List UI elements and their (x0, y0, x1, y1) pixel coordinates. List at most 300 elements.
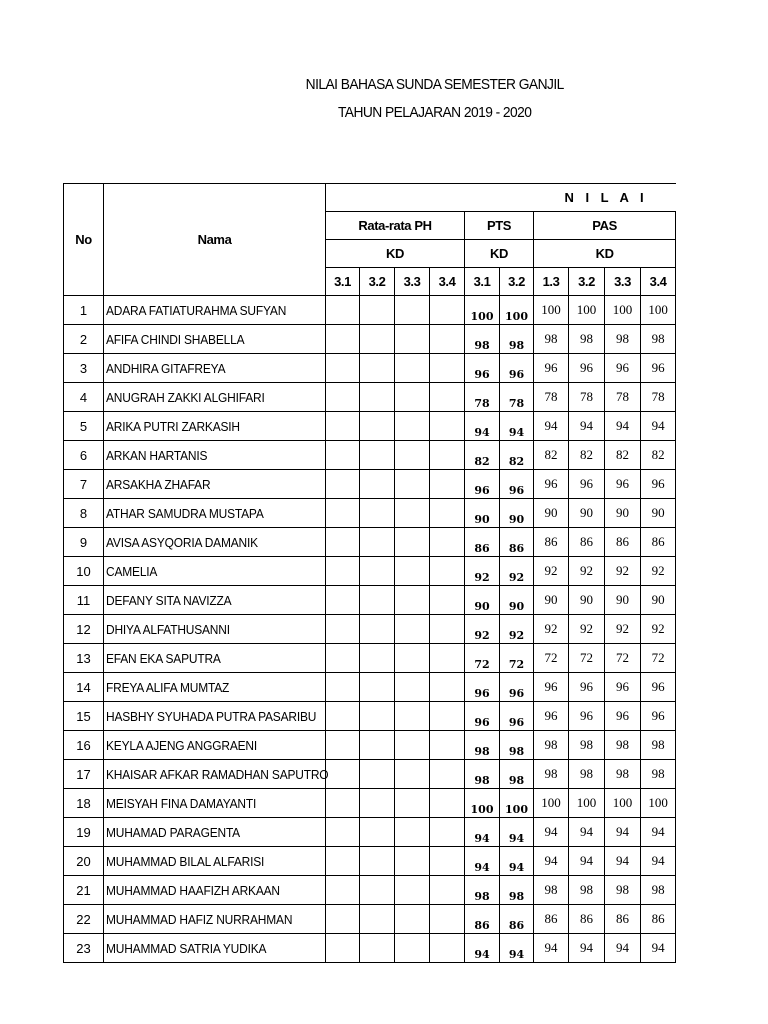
pas-score: 78 (641, 383, 676, 412)
pas-score: 92 (641, 557, 676, 586)
pas-score: 86 (641, 905, 676, 934)
ph-score-cell (395, 586, 430, 615)
pas-score: 72 (534, 644, 569, 673)
ph-score-cell (430, 383, 465, 412)
ph-score-cell (395, 528, 430, 557)
student-name (104, 644, 326, 673)
row-number: 5 (64, 412, 104, 441)
ph-score-cell (326, 905, 360, 934)
ph-score-cell (395, 557, 430, 586)
pas-score: 94 (569, 934, 605, 963)
pas-score: 98 (605, 731, 641, 760)
student-name (104, 789, 326, 818)
table-row (64, 760, 676, 789)
ph-score-cell (395, 760, 430, 789)
pas-score: 92 (605, 557, 641, 586)
pas-score: 86 (534, 528, 569, 557)
ph-score-cell (430, 528, 465, 557)
student-name (104, 905, 326, 934)
ph-score-cell (395, 441, 430, 470)
ph-score-cell (360, 325, 395, 354)
pas-score: 100 (605, 296, 641, 325)
pts-score: 96 (500, 673, 534, 702)
pas-score: 86 (569, 528, 605, 557)
ph-score-cell (326, 499, 360, 528)
table-row (64, 383, 676, 412)
pas-score: 94 (641, 934, 676, 963)
pas-score: 96 (534, 673, 569, 702)
row-number: 8 (64, 499, 104, 528)
pts-score: 98 (500, 760, 534, 789)
pas-score: 98 (569, 876, 605, 905)
row-number: 3 (64, 354, 104, 383)
header-nilai: N I L A I (326, 184, 676, 212)
student-name-text: DHIYA ALFATHUSANNI (106, 621, 230, 637)
ph-score-cell (430, 470, 465, 499)
pts-score: 82 (500, 441, 534, 470)
ph-score-cell (360, 499, 395, 528)
ph-score-cell (360, 354, 395, 383)
pas-score: 86 (641, 528, 676, 557)
row-number: 11 (64, 586, 104, 615)
pts-score: 94 (500, 412, 534, 441)
ph-score-cell (360, 296, 395, 325)
row-number: 18 (64, 789, 104, 818)
pas-score: 82 (605, 441, 641, 470)
ph-score-cell (430, 557, 465, 586)
table-row (64, 296, 676, 325)
table-row (64, 644, 676, 673)
table-row (64, 731, 676, 760)
ph-score-cell (326, 586, 360, 615)
pas-score: 96 (569, 702, 605, 731)
ph-score-cell (395, 615, 430, 644)
pas-score: 98 (641, 760, 676, 789)
table-row (64, 789, 676, 818)
pts-score: 100 (465, 296, 500, 325)
ph-score-cell (326, 412, 360, 441)
table-row (64, 615, 676, 644)
student-name (104, 876, 326, 905)
ph-score-cell (326, 876, 360, 905)
pas-score: 92 (569, 557, 605, 586)
pas-score: 96 (641, 470, 676, 499)
pas-score: 94 (569, 412, 605, 441)
ph-score-cell (395, 470, 430, 499)
header-pas: PAS (534, 212, 676, 240)
table-row (64, 325, 676, 354)
pas-score: 96 (569, 673, 605, 702)
sheet-subtitle: TAHUN PELAJARAN 2019 - 2020 (337, 104, 532, 121)
ph-score-cell (430, 586, 465, 615)
pas-score: 82 (569, 441, 605, 470)
pts-score: 98 (465, 731, 500, 760)
pas-score: 72 (569, 644, 605, 673)
ph-score-cell (395, 296, 430, 325)
pts-score: 90 (465, 499, 500, 528)
row-number: 12 (64, 615, 104, 644)
pts-score: 92 (500, 557, 534, 586)
ph-score-cell (430, 702, 465, 731)
student-name-text: ARIKA PUTRI ZARKASIH (106, 418, 240, 434)
student-name-text: ARSAKHA ZHAFAR (106, 476, 211, 492)
pas-score: 94 (569, 818, 605, 847)
header-pas-kd: KD (534, 240, 676, 268)
grades-table (63, 183, 676, 963)
ph-score-cell (430, 818, 465, 847)
pts-score: 90 (500, 586, 534, 615)
student-name (104, 412, 326, 441)
pts-score: 78 (500, 383, 534, 412)
ph-score-cell (430, 499, 465, 528)
header-ph-kd-code: 3.3 (395, 268, 430, 296)
table-row (64, 557, 676, 586)
table-row (64, 528, 676, 557)
ph-score-cell (430, 354, 465, 383)
ph-score-cell (430, 615, 465, 644)
pas-score: 96 (569, 470, 605, 499)
ph-score-cell (430, 731, 465, 760)
row-number: 7 (64, 470, 104, 499)
student-name (104, 702, 326, 731)
pts-score: 94 (500, 847, 534, 876)
row-number: 19 (64, 818, 104, 847)
pas-score: 86 (605, 528, 641, 557)
table-row (64, 586, 676, 615)
header-pts-kd: KD (465, 240, 534, 268)
ph-score-cell (360, 441, 395, 470)
pas-score: 82 (641, 441, 676, 470)
pts-score: 96 (465, 470, 500, 499)
row-number: 4 (64, 383, 104, 412)
student-name (104, 673, 326, 702)
ph-score-cell (326, 557, 360, 586)
ph-score-cell (360, 557, 395, 586)
ph-score-cell (326, 934, 360, 963)
student-name (104, 499, 326, 528)
pts-score: 90 (465, 586, 500, 615)
student-name (104, 586, 326, 615)
pts-score: 100 (465, 789, 500, 818)
pas-score: 100 (534, 296, 569, 325)
pts-score: 94 (465, 818, 500, 847)
pts-score: 98 (465, 876, 500, 905)
pts-score: 78 (465, 383, 500, 412)
ph-score-cell (395, 905, 430, 934)
pas-score: 90 (534, 586, 569, 615)
pas-score: 98 (534, 731, 569, 760)
pas-score: 98 (605, 760, 641, 789)
header-pas-kd-code: 3.3 (605, 268, 641, 296)
pas-score: 92 (605, 615, 641, 644)
pas-score: 94 (534, 934, 569, 963)
table-row (64, 412, 676, 441)
pas-score: 100 (605, 789, 641, 818)
table-row (64, 934, 676, 963)
header-no: No (64, 184, 104, 296)
pas-score: 94 (534, 847, 569, 876)
pas-score: 90 (605, 499, 641, 528)
ph-score-cell (326, 731, 360, 760)
table-row (64, 905, 676, 934)
pas-score: 96 (569, 354, 605, 383)
pas-score: 94 (641, 412, 676, 441)
student-name-text: ATHAR SAMUDRA MUSTAPA (106, 505, 264, 521)
header-ph-kd-code: 3.1 (326, 268, 360, 296)
pas-score: 86 (569, 905, 605, 934)
pts-score: 92 (465, 615, 500, 644)
student-name-text: ANUGRAH ZAKKI ALGHIFARI (106, 389, 265, 405)
row-number: 16 (64, 731, 104, 760)
ph-score-cell (326, 441, 360, 470)
row-number: 13 (64, 644, 104, 673)
pas-score: 96 (534, 470, 569, 499)
ph-score-cell (326, 528, 360, 557)
ph-score-cell (395, 934, 430, 963)
ph-score-cell (395, 702, 430, 731)
header-pts: PTS (465, 212, 534, 240)
student-name-text: MUHAMMAD HAFIZ NURRAHMAN (106, 911, 293, 927)
pas-score: 94 (605, 847, 641, 876)
table-row (64, 354, 676, 383)
pas-score: 100 (569, 789, 605, 818)
row-number: 23 (64, 934, 104, 963)
ph-score-cell (360, 673, 395, 702)
student-name (104, 934, 326, 963)
pas-score: 98 (569, 731, 605, 760)
ph-score-cell (360, 383, 395, 412)
pas-score: 94 (534, 412, 569, 441)
header-pts-kd-code: 3.2 (500, 268, 534, 296)
pas-score: 98 (534, 325, 569, 354)
table-row (64, 673, 676, 702)
row-number: 6 (64, 441, 104, 470)
pas-score: 98 (569, 760, 605, 789)
student-name-text: KEYLA AJENG ANGGRAENI (106, 737, 258, 753)
ph-score-cell (360, 470, 395, 499)
student-name-text: AFIFA CHINDI SHABELLA (106, 331, 245, 347)
ph-score-cell (430, 876, 465, 905)
ph-score-cell (395, 354, 430, 383)
pas-score: 96 (605, 673, 641, 702)
table-row (64, 702, 676, 731)
header-pas-kd-code: 3.2 (569, 268, 605, 296)
ph-score-cell (430, 325, 465, 354)
ph-score-cell (360, 528, 395, 557)
student-name (104, 847, 326, 876)
ph-score-cell (395, 876, 430, 905)
pts-score: 86 (500, 528, 534, 557)
ph-score-cell (395, 847, 430, 876)
student-name (104, 818, 326, 847)
pas-score: 98 (605, 325, 641, 354)
pas-score: 100 (569, 296, 605, 325)
ph-score-cell (360, 818, 395, 847)
row-number: 2 (64, 325, 104, 354)
ph-score-cell (430, 673, 465, 702)
pts-score: 86 (465, 528, 500, 557)
pts-score: 72 (500, 644, 534, 673)
pts-score: 94 (465, 934, 500, 963)
pas-score: 82 (534, 441, 569, 470)
ph-score-cell (326, 789, 360, 818)
pts-score: 98 (465, 760, 500, 789)
header-ph-kd: KD (326, 240, 465, 268)
student-name-text: EFAN EKA SAPUTRA (106, 650, 221, 666)
pas-score: 72 (605, 644, 641, 673)
pts-score: 98 (500, 731, 534, 760)
ph-score-cell (430, 412, 465, 441)
ph-score-cell (326, 296, 360, 325)
ph-score-cell (360, 760, 395, 789)
pas-score: 92 (641, 615, 676, 644)
row-number: 20 (64, 847, 104, 876)
pts-score: 98 (465, 325, 500, 354)
student-name-text: ARKAN HARTANIS (106, 447, 208, 463)
ph-score-cell (360, 905, 395, 934)
header-pas-kd-code: 3.4 (641, 268, 676, 296)
row-number: 1 (64, 296, 104, 325)
header-pas-kd-code: 1.3 (534, 268, 569, 296)
pas-score: 94 (534, 818, 569, 847)
pas-score: 94 (641, 847, 676, 876)
ph-score-cell (395, 383, 430, 412)
ph-score-cell (430, 760, 465, 789)
header-pts-kd-code: 3.1 (465, 268, 500, 296)
row-number: 17 (64, 760, 104, 789)
pas-score: 90 (569, 499, 605, 528)
row-number: 21 (64, 876, 104, 905)
pas-score: 86 (534, 905, 569, 934)
student-name-text: KHAISAR AFKAR RAMADHAN SAPUTRO (106, 766, 329, 782)
pts-score: 86 (465, 905, 500, 934)
ph-score-cell (360, 412, 395, 441)
pas-score: 90 (569, 586, 605, 615)
header-ph-kd-code: 3.4 (430, 268, 465, 296)
pts-score: 96 (465, 702, 500, 731)
table-row (64, 499, 676, 528)
ph-score-cell (395, 412, 430, 441)
ph-score-cell (360, 934, 395, 963)
student-name-text: DEFANY SITA NAVIZZA (106, 592, 232, 608)
pas-score: 100 (641, 789, 676, 818)
row-number: 10 (64, 557, 104, 586)
table-row (64, 441, 676, 470)
ph-score-cell (395, 325, 430, 354)
student-name (104, 528, 326, 557)
ph-score-cell (430, 905, 465, 934)
pts-score: 94 (500, 934, 534, 963)
sheet-title: NILAI BAHASA SUNDA SEMESTER GANJIL (305, 76, 564, 93)
pts-score: 92 (465, 557, 500, 586)
table-row (64, 470, 676, 499)
ph-score-cell (430, 934, 465, 963)
student-name (104, 441, 326, 470)
pas-score: 78 (569, 383, 605, 412)
student-name (104, 354, 326, 383)
student-name (104, 296, 326, 325)
pas-score: 96 (641, 354, 676, 383)
row-number: 9 (64, 528, 104, 557)
student-name (104, 383, 326, 412)
pas-score: 78 (605, 383, 641, 412)
pts-score: 100 (500, 789, 534, 818)
ph-score-cell (326, 615, 360, 644)
ph-score-cell (360, 847, 395, 876)
row-number: 15 (64, 702, 104, 731)
row-number: 22 (64, 905, 104, 934)
ph-score-cell (326, 818, 360, 847)
pas-score: 94 (569, 847, 605, 876)
ph-score-cell (395, 499, 430, 528)
ph-score-cell (430, 441, 465, 470)
pas-score: 92 (534, 615, 569, 644)
ph-score-cell (395, 673, 430, 702)
pas-score: 94 (605, 934, 641, 963)
pts-score: 96 (500, 354, 534, 383)
pas-score: 98 (605, 876, 641, 905)
student-name-text: AVISA ASYQORIA DAMANIK (106, 534, 258, 550)
pas-score: 98 (534, 760, 569, 789)
ph-score-cell (360, 586, 395, 615)
pas-score: 86 (605, 905, 641, 934)
ph-score-cell (326, 383, 360, 412)
pas-score: 90 (641, 499, 676, 528)
ph-score-cell (326, 644, 360, 673)
table-row (64, 847, 676, 876)
pas-score: 72 (641, 644, 676, 673)
pts-score: 96 (465, 354, 500, 383)
pas-score: 98 (534, 876, 569, 905)
ph-score-cell (326, 760, 360, 789)
student-name-text: ANDHIRA GITAFREYA (106, 360, 226, 376)
pts-score: 86 (500, 905, 534, 934)
pas-score: 96 (534, 702, 569, 731)
student-name-text: MUHAMMAD BILAL ALFARISI (106, 853, 265, 869)
pas-score: 90 (534, 499, 569, 528)
student-name (104, 760, 329, 789)
ph-score-cell (395, 644, 430, 673)
pas-score: 96 (641, 702, 676, 731)
ph-score-cell (395, 789, 430, 818)
pas-score: 94 (641, 818, 676, 847)
ph-score-cell (360, 615, 395, 644)
ph-score-cell (326, 325, 360, 354)
pas-score: 100 (641, 296, 676, 325)
ph-score-cell (395, 731, 430, 760)
pts-score: 96 (500, 470, 534, 499)
student-name-text: MUHAMMAD SATRIA YUDIKA (106, 940, 267, 956)
pas-score: 92 (534, 557, 569, 586)
pas-score: 100 (534, 789, 569, 818)
pas-score: 96 (605, 470, 641, 499)
ph-score-cell (395, 818, 430, 847)
pas-score: 96 (605, 702, 641, 731)
ph-score-cell (360, 876, 395, 905)
table-row (64, 876, 676, 905)
student-name (104, 615, 326, 644)
student-name (104, 470, 326, 499)
pts-score: 94 (465, 412, 500, 441)
pas-score: 90 (641, 586, 676, 615)
ph-score-cell (430, 644, 465, 673)
ph-score-cell (326, 702, 360, 731)
pts-score: 92 (500, 615, 534, 644)
pas-score: 94 (605, 412, 641, 441)
pas-score: 98 (641, 325, 676, 354)
pas-score: 90 (605, 586, 641, 615)
pts-score: 100 (500, 296, 534, 325)
